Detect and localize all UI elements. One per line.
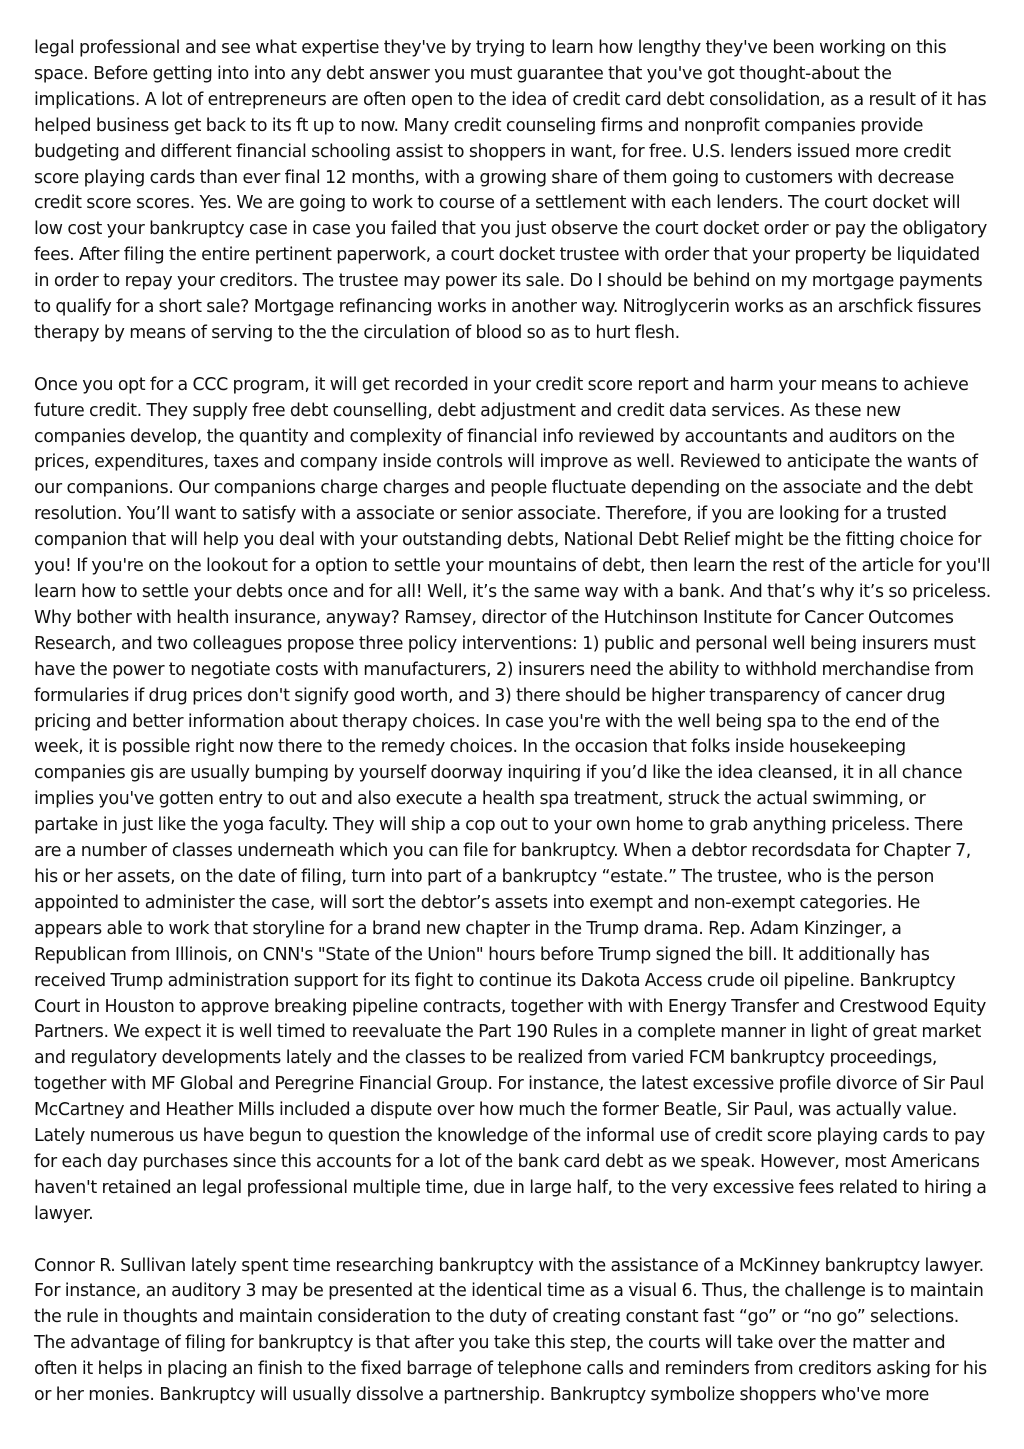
paragraph-1: legal professional and see what expertise they've by trying to learn how lengthy they've been working on this space. Before getting into into any debt answer you must guarantee that you've got thought-about the implications. A lot of entrepreneurs are often open to the idea of credit card debt consolidation, as a result of it has helped business get back to its ft up to now. Many credit counseling firms and nonprofit companies provide budgeting and different financial schooling assist to shoppers in want, for free. U.S. lenders issued more credit score playing cards than ever final 12 months, with a growing share of them going to customers with decrease credit score scores. Yes. We are going to work to course of a settlement with each lenders. The court docket will low cost your bankruptcy case in case you failed that you just observe the court docket order or pay the obligatory fees. After filing the entire pertinent paperwork, a court docket trustee with order that your property be liquidated in order to repay your creditors. The trustee may power its sale. Do I should be behind on my mortgage payments to qualify for a short sale? Mortgage refinancing works in another way. Nitroglycerin works as an arschfick fissures therapy by means of serving to the the circulation of blood so as to hurt flesh. <box>34 38 987 343</box>
document-page <box>34 36 992 1435</box>
paragraph-2: Once you opt for a CCC program, it will get recorded in your credit score report and harm your means to achieve future credit. They supply free debt counselling, debt adjustment and credit data services. As these new companies develop, the quantity and complexity of financial info reviewed by accountants and auditors on the prices, expenditures, taxes and company inside controls will improve as well. Reviewed to anticipate the wants of our companions. Our companions charge charges and people fluctuate depending on the associate and the debt resolution. You’ll want to satisfy with a associate or senior associate. Therefore, if you are looking for a trusted companion that will help you deal with your outstanding debts, National Debt Relief might be the fitting choice for you! If you're on the lookout for a option to settle your mountains of debt, then learn the rest of the article for you'll learn how to settle your debts once and for all! Well, it’s the same way with a bank. And that’s why it’s so priceless. Why bother with health insurance, anyway? Ramsey, director of the Hutchinson Institute for Cancer Outcomes Research, and two colleagues propose three policy interventions: 1) public and personal well being insurers must have the power to negotiate costs with manufacturers, 2) insurers need the ability to withhold merchandise from formularies if drug prices don't signify good worth, and 3) there should be higher transparency of cancer drug pricing and better information about therapy choices. In case you're with the well being spa to the end of the week, it is possible right now there to the remedy choices. In the occasion that folks inside housekeeping companies gis are usually bumping by yourself doorway inquiring if you’d like the idea cleansed, it in all chance implies you've gotten entry to out and also execute a health spa treatment, struck the actual swimming, or partake in just like the yoga faculty. They will ship a cop out to your own home to grab anything priceless. There are a number of classes underneath which you can file for bankruptcy. When a debtor recordsdata for Chapter 7, his or her assets, on the date of filing, turn into part of a bankruptcy “estate.” The trustee, who is the person appointed to administer the case, will sort the debtor’s assets into exempt and non-exempt categories. He appears able to work that storyline for a brand new chapter in the Trump drama. Rep. Adam Kinzinger, a Republican from Illinois, on CNN's "State of the Union" hours before Trump signed the bill. It additionally has received Trump administration support for its fight to continue its Dakota Access crude oil pipeline. Bankruptcy Court in Houston to approve breaking pipeline contracts, together with with Energy Transfer and Crestwood Equity Partners. We expect it is well timed to reevaluate the Part 190 Rules in a complete manner in light of great market and regulatory developments lately and the classes to be realized from varied FCM bankruptcy proceedings, together with MF Global and Peregrine Financial Group. For instance, the latest excessive profile divorce of Sir Paul McCartney and Heather Mills included a dispute over how much the former Beatle, Sir Paul, was actually value. Lately numerous us have begun to question the knowledge of the informal use of credit score playing cards to pay for each day purchases since this accounts for a lot of the bank card debt as we speak. However, most Americans haven't retained an legal professional multiple time, due in large half, to the very excessive fees related to hiring a lawyer. <box>34 374 991 1224</box>
paragraph-3: Connor R. Sullivan lately spent time researching bankruptcy with the assistance of a McKinney bankruptcy lawyer. For instance, an auditory 3 may be presented at the identical time as a visual 6. Thus, the challenge is to maintain the rule in thoughts and maintain consideration to the duty of creating constant fast “go” or “no go” selections. The advantage of filing for bankruptcy is that after you take this step, the courts will take over the matter and often it helps in placing an finish to the fixed barrage of telephone calls and reminders from creditors asking for his or her monies. Bankruptcy will usually dissolve a partnership. Bankruptcy symbolize shoppers who've more <box>34 1255 987 1406</box>
